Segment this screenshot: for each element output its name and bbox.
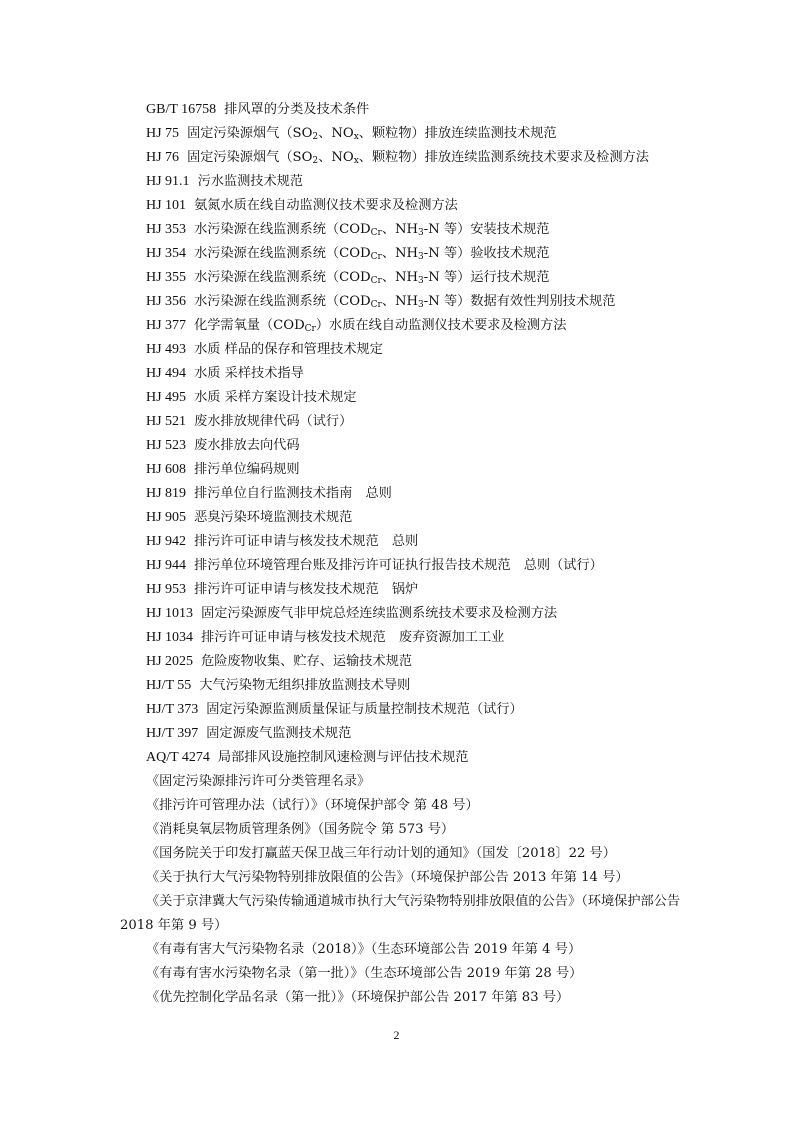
title-text: 固定污染源烟气（SO [187,126,313,141]
standard-code: HJ 2025 [146,654,194,669]
standard-item [146,674,746,698]
title-text: 化学需氧量（COD [194,318,305,333]
standard-item [146,290,746,314]
subscript-text: Cr [370,276,382,286]
standard-item [146,506,746,530]
title-text: 、NH [381,246,419,261]
standard-code: HJ 1034 [146,630,194,645]
title-text: 固定污染源烟气（SO [187,150,313,165]
standard-code: HJ 75 [146,126,180,141]
standard-code: HJ 494 [146,366,187,381]
title-text: 大气污染物无组织排放监测技术导则 [199,678,411,693]
title-text: 水质 样品的保存和管理技术规定 [194,342,383,357]
standard-item [146,314,746,338]
regulations-list [120,770,700,1010]
standard-code: HJ 101 [146,198,187,213]
standard-item [146,242,746,266]
regulation-item: 《关于执行大气污染物特别排放限值的公告》（环境保护部公告 2013 年第 14 号） [146,870,629,885]
standard-item [146,410,746,434]
standard-item [146,746,746,770]
standard-code: HJ/T 397 [146,726,199,741]
title-text: 排污许可证申请与核发技术规范 总则 [194,534,419,549]
standard-code: HJ 495 [146,390,187,405]
title-text: 水质 采样技术指导 [194,366,304,381]
title-text: 危险废物收集、贮存、运输技术规范 [201,654,413,669]
title-text: 水质 采样方案设计技术规定 [194,390,357,405]
standard-title [218,750,469,765]
title-text: ）水质在线自动监测仪技术要求及检测方法 [315,318,567,333]
standard-title [187,126,557,141]
standard-title [194,222,549,237]
standard-title [194,342,383,357]
standard-code: HJ 608 [146,462,187,477]
standard-item [146,458,746,482]
title-text: 水污染源在线监测系统（COD [194,294,371,309]
standard-title [201,630,504,645]
standard-code: HJ 354 [146,246,187,261]
standard-code: HJ 521 [146,414,187,429]
title-text: 水污染源在线监测系统（COD [194,246,371,261]
standard-title [194,462,300,477]
standard-title [224,102,369,117]
standard-code: HJ 353 [146,222,187,237]
standard-code: GB/T 16758 [146,102,217,117]
standard-item [146,146,746,170]
title-text: 固定源废气监测技术规范 [206,726,352,741]
title-text: 废水排放去向代码 [194,438,300,453]
title-text: 排风罩的分类及技术条件 [224,102,370,117]
title-text: 水污染源在线监测系统（COD [194,270,371,285]
standard-code: HJ 905 [146,510,187,525]
standard-title [198,174,304,189]
page-number: 2 [393,1028,400,1042]
standard-title [194,582,418,597]
subscript-text: Cr [370,252,382,262]
regulation-item: 《有毒有害大气污染物名录（2018）》（生态环境部公告 2019 年第 4 号） [146,942,582,957]
standard-code: HJ 76 [146,150,180,165]
standard-title [194,198,458,213]
subscript-text: 3 [418,252,424,262]
standard-item [146,122,746,146]
standard-code: HJ 91.1 [146,174,190,189]
title-text: 污水监测技术规范 [197,174,304,189]
subscript-text: 3 [418,228,424,238]
standard-title [194,246,549,261]
subscript-text: Cr [304,324,316,334]
standard-item [146,434,746,458]
standard-item [146,266,746,290]
title-text: 、NO [318,126,354,141]
subscript-text: 2 [312,132,319,142]
standard-title [194,390,356,405]
title-text: 、NO [318,150,354,165]
title-text: 排污单位自行监测技术指南 总则 [194,486,392,501]
title-text: 、NH [381,222,419,237]
title-text: 废水排放规律代码（试行） [194,414,353,429]
title-text: 水污染源在线监测系统（COD [194,222,371,237]
standard-item [146,578,746,602]
subscript-text: Cr [370,300,382,310]
title-text: 恶臭污染环境监测技术规范 [194,510,353,525]
standard-code: HJ 493 [146,342,187,357]
regulation-item: 《国务院关于印发打赢蓝天保卫战三年行动计划的通知》（国发〔2018〕22 号） [146,846,616,861]
title-text: 氨氮水质在线自动监测仪技术要求及检测方法 [194,198,458,213]
standard-item [146,626,746,650]
standard-title [194,486,392,501]
standard-code: HJ 944 [146,558,187,573]
standard-item [146,98,746,122]
regulation-item: 《有毒有害水污染物名录（第一批）》（生态环境部公告 2019 年第 28 号） [146,966,583,981]
title-text: -N 等）数据有效性判别技术规范 [423,294,616,309]
subscript-text: 2 [312,156,319,166]
standard-item [146,722,746,746]
regulation-item: 《优先控制化学品名录（第一批）》（环境保护部公告 2017 年第 83 号） [146,990,570,1005]
standard-title [187,150,649,165]
title-text: 、NH [381,294,419,309]
regulation-item: 《排污许可管理办法（试行）》（环境保护部令 第 48 号） [146,798,479,813]
standard-item [146,698,746,722]
standard-title [199,678,410,693]
title-text: -N 等）安装技术规范 [423,222,550,237]
standard-title [194,318,566,333]
standards-list [146,98,746,770]
title-text: -N 等）运行技术规范 [423,270,550,285]
standard-item [146,482,746,506]
title-text: 、颗粒物）排放连续监测系统技术要求及检测方法 [358,150,649,165]
subscript-text: x [353,156,359,166]
standard-title [194,534,418,549]
standard-title [194,414,352,429]
title-text: 局部排风设施控制风速检测与评估技术规范 [217,750,469,765]
standard-code: HJ/T 55 [146,678,192,693]
subscript-text: 3 [418,276,424,286]
standard-code: AQ/T 4274 [146,750,210,765]
subscript-text: x [353,132,359,142]
standard-code: HJ 356 [146,294,187,309]
title-text: 、颗粒物）排放连续监测技术规范 [358,126,557,141]
standard-item [146,194,746,218]
title-text: 固定污染源监测质量保证与质量控制技术规范（试行） [206,702,523,717]
standard-title [194,294,615,309]
standard-item [146,530,746,554]
standard-title [206,726,351,741]
subscript-text: Cr [370,228,382,238]
standard-item [146,650,746,674]
standard-title [194,510,352,525]
standard-title [206,702,523,717]
standard-item [146,362,746,386]
standard-code: HJ 523 [146,438,187,453]
standard-code: HJ 953 [146,582,187,597]
standard-code: HJ 1013 [146,606,194,621]
standard-item [146,218,746,242]
title-text: 排污许可证申请与核发技术规范 废弃资源加工工业 [201,630,505,645]
subscript-text: 3 [418,300,424,310]
standard-title [201,606,557,621]
standard-title [194,438,300,453]
standard-code: HJ 942 [146,534,187,549]
title-text: 排污单位编码规则 [194,462,300,477]
regulation-item: 《固定污染源排污许可分类管理名录》 [146,774,371,789]
regulation-item: 《关于京津冀大气污染传输通道城市执行大气污染物特别排放限值的公告》（环境保护部公告 2018 年第 9 号） [120,894,681,933]
standard-code: HJ 355 [146,270,187,285]
standard-code: HJ 377 [146,318,187,333]
standard-item [146,338,746,362]
standard-title [194,366,304,381]
title-text: -N 等）验收技术规范 [423,246,550,261]
title-text: 排污单位环境管理台账及排污许可证执行报告技术规范 总则（试行） [194,558,603,573]
standard-item [146,602,746,626]
standard-item [146,554,746,578]
title-text: 排污许可证申请与核发技术规范 锅炉 [194,582,419,597]
title-text: 、NH [381,270,419,285]
standard-title [194,558,603,573]
standard-code: HJ 819 [146,486,187,501]
standard-item [146,170,746,194]
regulation-item: 《消耗臭氧层物质管理条例》（国务院令 第 573 号） [146,822,455,837]
standard-title [194,270,549,285]
standard-code: HJ/T 373 [146,702,199,717]
standard-title [201,654,412,669]
title-text: 固定污染源废气非甲烷总烃连续监测系统技术要求及检测方法 [201,606,558,621]
standard-item [146,386,746,410]
